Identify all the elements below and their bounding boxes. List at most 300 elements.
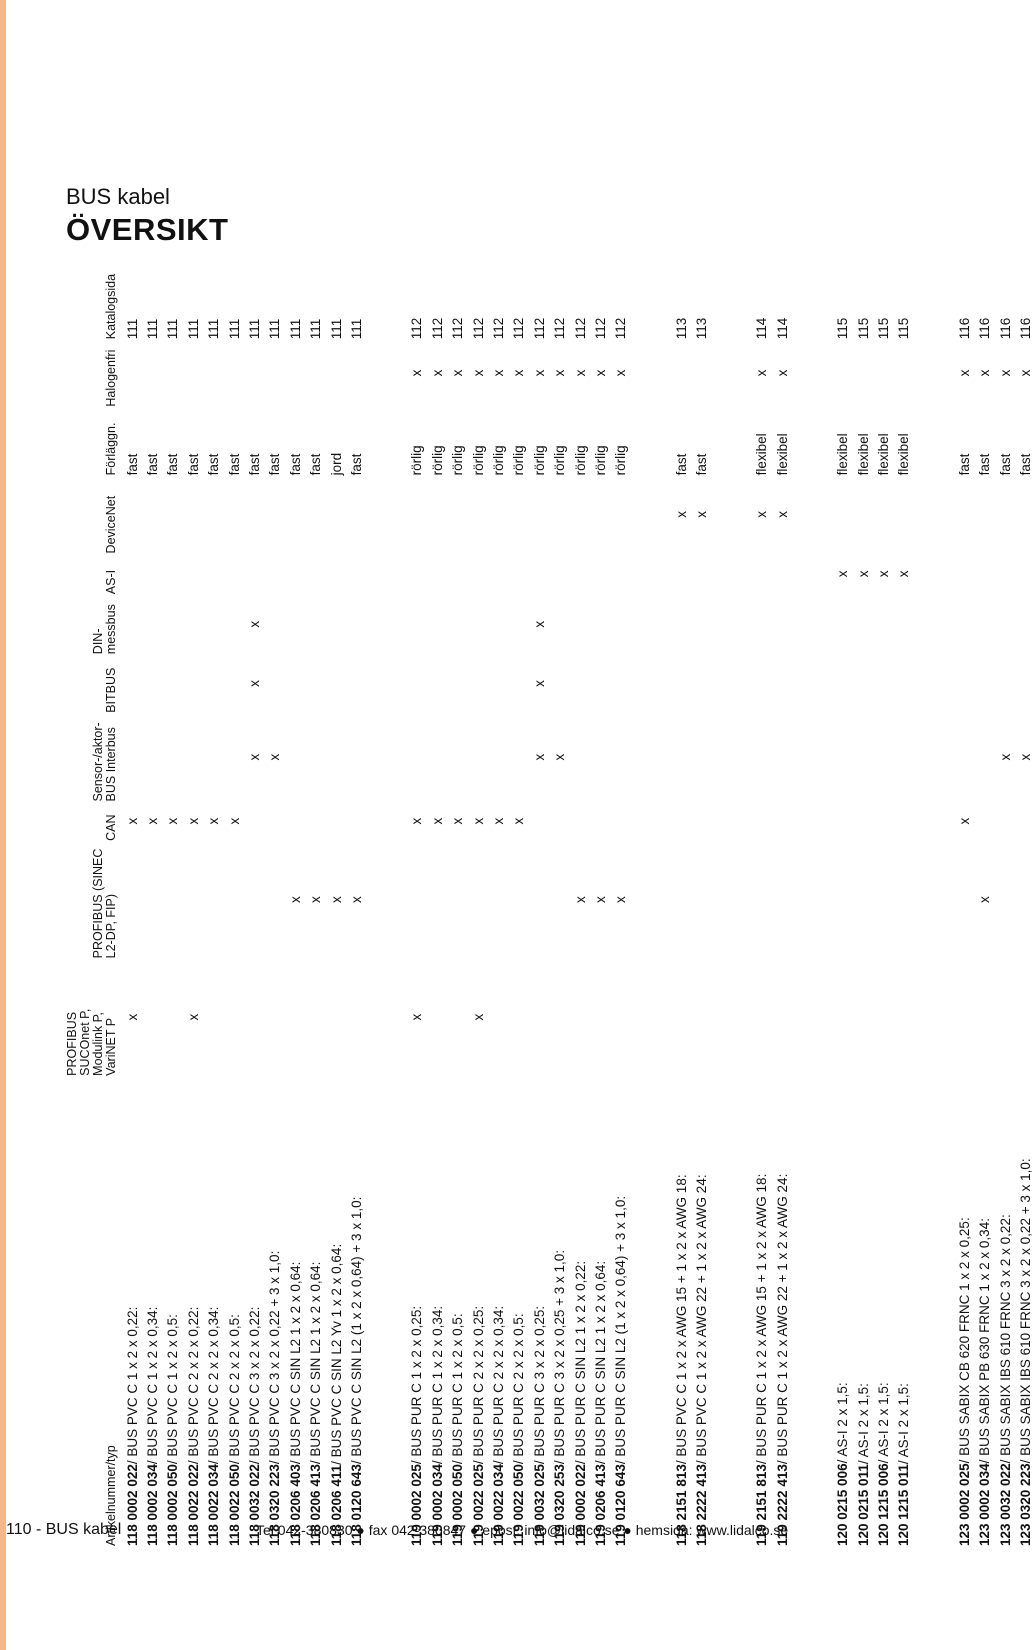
cell-profibus-suconet <box>873 958 893 1075</box>
cell-sensor-aktor <box>691 713 711 802</box>
cell-as-i: x <box>876 570 892 578</box>
cell-bitbus <box>447 654 467 713</box>
cell-profibus-suconet <box>427 958 447 1075</box>
cell-catalog-page: 115 <box>876 317 892 340</box>
row-spacer <box>712 266 752 1546</box>
article-type: / BUS PUR C 3 x 2 x 0,25: <box>531 1305 547 1465</box>
cell-as-i: x <box>855 570 871 578</box>
cell-article <box>894 1076 914 1546</box>
cell-devicenet <box>468 475 488 553</box>
accent-bar <box>0 0 6 1650</box>
cell-profibus-suconet <box>954 958 974 1075</box>
cell-profibus-sinec: x <box>287 896 303 903</box>
article-code: 118 0206 413 <box>308 1464 324 1546</box>
cell-can <box>326 801 346 840</box>
cell-can <box>975 801 995 840</box>
cell-catalog-page: 112 <box>552 317 568 340</box>
cell-laying: fast <box>1017 453 1033 476</box>
cell-can <box>894 801 914 840</box>
cell-din-messbus <box>671 594 691 654</box>
cell-profibus-sinec <box>163 841 183 958</box>
cell-article <box>163 1076 183 1546</box>
cell-sensor-aktor: x <box>267 753 283 761</box>
table-row <box>691 266 711 1546</box>
cell-profibus-suconet <box>549 958 569 1075</box>
cell-halogen-free: x <box>774 369 790 377</box>
cell-profibus-sinec <box>183 841 203 958</box>
article-code: 118 0002 050 <box>165 1464 181 1546</box>
table-row <box>265 266 285 1546</box>
spacer-cell <box>793 266 833 1546</box>
cell-sensor-aktor <box>447 713 467 802</box>
cell-as-i <box>671 553 691 594</box>
cell-devicenet: x <box>694 511 710 518</box>
cell-sensor-aktor: x <box>552 753 568 761</box>
article-type: / BUS PUR C SIN L2 1 x 2 x 0,22: <box>572 1260 588 1465</box>
cell-catalog-page: 111 <box>124 318 140 340</box>
cell-as-i <box>691 553 711 594</box>
cell-article <box>183 1076 203 1546</box>
cell-article <box>509 1076 529 1546</box>
article-code: 119 0206 413 <box>592 1464 608 1546</box>
article-code: 119 0032 025 <box>531 1464 547 1546</box>
cell-din-messbus <box>163 594 183 654</box>
cell-laying: fast <box>267 453 283 476</box>
table-row <box>326 266 346 1546</box>
table-row <box>447 266 467 1546</box>
article-type: / BUS PUR C 2 x 2 x 0,34: <box>490 1305 506 1465</box>
cell-as-i <box>488 553 508 594</box>
cell-laying: rörlig <box>511 445 527 476</box>
cell-profibus-sinec <box>488 841 508 958</box>
cell-can: x <box>470 817 486 825</box>
cell-profibus-sinec <box>853 841 873 958</box>
cell-laying: fast <box>226 453 242 476</box>
cell-sensor-aktor <box>752 713 772 802</box>
cell-can <box>549 801 569 840</box>
cell-catalog-page: 111 <box>206 318 222 340</box>
cell-devicenet <box>873 475 893 553</box>
cell-as-i <box>427 553 447 594</box>
cell-catalog-page: 113 <box>673 317 689 340</box>
cell-halogen-free <box>691 339 711 406</box>
cell-din-messbus <box>590 594 610 654</box>
cell-laying: flexibel <box>835 433 851 476</box>
cell-sensor-aktor: x <box>1017 753 1033 761</box>
cell-halogen-free: x <box>956 369 972 377</box>
table-header-row <box>66 266 122 1546</box>
article-code: 119 0120 643 <box>613 1464 629 1546</box>
cell-bitbus <box>488 654 508 713</box>
cell-can <box>995 801 1015 840</box>
cell-article <box>265 1076 285 1546</box>
cell-sensor-aktor <box>142 713 162 802</box>
article-code: 119 0002 050 <box>450 1464 466 1546</box>
cell-as-i <box>570 553 590 594</box>
cell-devicenet <box>590 475 610 553</box>
cell-halogen-free <box>183 339 203 406</box>
cell-as-i <box>549 553 569 594</box>
cell-din-messbus <box>326 594 346 654</box>
cell-profibus-suconet <box>163 958 183 1075</box>
cell-laying: fast <box>145 453 161 476</box>
cell-halogen-free: x <box>490 369 506 377</box>
cell-catalog-page: 112 <box>592 317 608 340</box>
article-code: 119 2151 813 <box>754 1464 770 1546</box>
article-type: / BUS SABIX PB 630 FRNC 1 x 2 x 0,34: <box>977 1218 993 1464</box>
cell-can <box>590 801 610 840</box>
cell-sensor-aktor <box>894 713 914 802</box>
cell-halogen-free <box>833 339 853 406</box>
cell-laying: fast <box>348 453 364 476</box>
table-row <box>407 266 427 1546</box>
article-code: 119 0002 034 <box>429 1464 445 1546</box>
cell-article <box>873 1076 893 1546</box>
cell-devicenet <box>285 475 305 553</box>
cell-laying: rörlig <box>490 445 506 476</box>
article-code: 123 0002 025 <box>956 1463 972 1546</box>
cell-din-messbus <box>1015 594 1035 654</box>
cell-devicenet <box>488 475 508 553</box>
cell-laying: rörlig <box>429 445 445 476</box>
cell-sensor-aktor <box>122 713 142 802</box>
cell-devicenet <box>447 475 467 553</box>
cell-din-messbus <box>611 594 631 654</box>
cell-devicenet <box>224 475 244 553</box>
cell-bitbus <box>691 654 711 713</box>
cell-bitbus <box>407 654 427 713</box>
cell-as-i <box>954 553 974 594</box>
article-code: 119 0022 050 <box>511 1464 527 1546</box>
cell-din-messbus <box>509 594 529 654</box>
article-type: / BUS SABIX IBS 610 FRNC 3 x 2 x 0,22 + 3 x 1,0: <box>1017 1158 1033 1464</box>
cell-profibus-suconet <box>1015 958 1035 1075</box>
table-row <box>346 266 366 1546</box>
cell-catalog-page: 114 <box>774 317 790 340</box>
cell-catalog-page: 116 <box>997 317 1013 340</box>
cell-devicenet <box>204 475 224 553</box>
cell-sensor-aktor <box>224 713 244 802</box>
cell-profibus-sinec: x <box>613 896 629 903</box>
cell-profibus-sinec <box>833 841 853 958</box>
cell-profibus-sinec <box>509 841 529 958</box>
article-type: / BUS PUR C 3 x 2 x 0,25 + 3 x 1,0: <box>552 1249 568 1465</box>
cell-catalog-page: 115 <box>896 317 912 340</box>
cell-profibus-suconet <box>204 958 224 1075</box>
cell-halogen-free: x <box>511 369 527 377</box>
article-type: / BUS PVC C 2 x 2 x 0,34: <box>206 1306 222 1465</box>
cell-can <box>285 801 305 840</box>
cell-halogen-free <box>346 339 366 406</box>
table-row <box>204 266 224 1546</box>
cell-devicenet: x <box>673 511 689 518</box>
cell-profibus-sinec: x <box>308 896 324 903</box>
cell-halogen-free: x <box>754 369 770 377</box>
cell-as-i <box>306 553 326 594</box>
cell-can <box>752 801 772 840</box>
article-code: 118 0206 411 <box>328 1464 344 1546</box>
cell-profibus-suconet <box>671 958 691 1075</box>
cell-halogen-free: x <box>997 369 1013 377</box>
cell-profibus-sinec <box>1015 841 1035 958</box>
article-type: / AS-I 2 x 1,5: <box>835 1382 851 1464</box>
cell-can <box>691 801 711 840</box>
cell-devicenet: x <box>774 511 790 518</box>
cell-profibus-sinec <box>671 841 691 958</box>
cell-devicenet <box>1015 475 1035 553</box>
cell-sensor-aktor <box>611 713 631 802</box>
cell-bitbus <box>509 654 529 713</box>
cell-din-messbus <box>407 594 427 654</box>
table-row <box>285 266 305 1546</box>
article-type: / BUS PVC C 2 x 2 x 0,22: <box>185 1306 201 1465</box>
cell-article <box>529 1076 549 1546</box>
cell-din-messbus <box>691 594 711 654</box>
cell-halogen-free <box>122 339 142 406</box>
cell-bitbus <box>468 654 488 713</box>
cell-profibus-sinec <box>894 841 914 958</box>
table-row <box>183 266 203 1546</box>
cell-catalog-page: 111 <box>145 318 161 340</box>
row-spacer <box>631 266 671 1546</box>
cell-catalog-page: 112 <box>470 317 486 340</box>
article-type: / BUS PVC C 3 x 2 x 0,22: <box>247 1306 263 1465</box>
cell-profibus-sinec <box>244 841 264 958</box>
cell-catalog-page: 112 <box>450 317 466 340</box>
cell-article <box>570 1076 590 1546</box>
cell-profibus-suconet <box>570 958 590 1075</box>
col-laying: Förläggn. <box>104 422 118 476</box>
cell-catalog-page: 116 <box>977 317 993 340</box>
col-bitbus: BITBUS <box>104 667 118 713</box>
cell-profibus-suconet <box>509 958 529 1075</box>
article-type: / BUS PUR C 1 x 2 x AWG 22 + 1 x 2 x AWG 24: <box>774 1173 790 1465</box>
cell-as-i <box>346 553 366 594</box>
cell-profibus-suconet <box>265 958 285 1075</box>
cell-devicenet <box>509 475 529 553</box>
cell-sensor-aktor <box>570 713 590 802</box>
cell-din-messbus <box>853 594 873 654</box>
row-spacer <box>367 266 407 1546</box>
cell-sensor-aktor <box>346 713 366 802</box>
cell-devicenet <box>975 475 995 553</box>
col-din-messbus: DIN-messbus <box>91 604 118 655</box>
cell-catalog-page: 112 <box>531 317 547 340</box>
cell-article <box>346 1076 366 1546</box>
cell-din-messbus <box>873 594 893 654</box>
cell-laying: flexibel <box>876 433 892 476</box>
cell-din-messbus <box>468 594 488 654</box>
cell-bitbus <box>570 654 590 713</box>
cell-profibus-suconet: x <box>124 1013 140 1021</box>
cell-profibus-sinec <box>427 841 447 958</box>
cell-can <box>346 801 366 840</box>
cell-catalog-page: 112 <box>572 317 588 340</box>
cell-din-messbus <box>975 594 995 654</box>
cell-article <box>122 1076 142 1546</box>
cell-laying: fast <box>997 453 1013 476</box>
cell-profibus-suconet: x <box>185 1013 201 1021</box>
row-spacer <box>914 266 954 1546</box>
cell-din-messbus: x <box>247 620 263 628</box>
cell-profibus-sinec <box>772 841 792 958</box>
table-row <box>142 266 162 1546</box>
cell-article <box>468 1076 488 1546</box>
cell-laying: flexibel <box>855 433 871 476</box>
cell-can <box>244 801 264 840</box>
cell-halogen-free: x <box>613 369 629 377</box>
article-code: 120 1215 011 <box>896 1464 912 1546</box>
cell-article <box>833 1076 853 1546</box>
col-article: Artikelnummer/typ <box>104 1445 118 1546</box>
cell-devicenet <box>853 475 873 553</box>
table-row <box>752 266 772 1546</box>
article-type: / BUS PVC C SIN L2 1 x 2 x 0,64: <box>287 1261 303 1465</box>
table-row <box>611 266 631 1546</box>
cell-profibus-sinec <box>691 841 711 958</box>
article-type: / BUS PVC C 2 x 2 x 0,5: <box>226 1314 242 1465</box>
cell-article <box>995 1076 1015 1546</box>
cell-article <box>447 1076 467 1546</box>
cell-can: x <box>165 817 181 825</box>
cell-devicenet <box>995 475 1015 553</box>
article-code: 118 0320 223 <box>267 1464 283 1546</box>
cell-article <box>954 1076 974 1546</box>
cell-profibus-suconet <box>995 958 1015 1075</box>
cell-halogen-free <box>873 339 893 406</box>
cell-devicenet <box>894 475 914 553</box>
cell-laying: fast <box>247 453 263 476</box>
cell-profibus-sinec <box>122 841 142 958</box>
article-code: 119 0320 253 <box>552 1464 568 1546</box>
cell-profibus-sinec: x <box>592 896 608 903</box>
cell-halogen-free <box>285 339 305 406</box>
article-type: / BUS PVC C 3 x 2 x 0,22 + 3 x 1,0: <box>267 1250 283 1465</box>
cell-profibus-suconet <box>833 958 853 1075</box>
cell-as-i <box>224 553 244 594</box>
cell-catalog-page: 116 <box>956 317 972 340</box>
table-row <box>833 266 853 1546</box>
table-row <box>1015 266 1035 1546</box>
cell-article <box>407 1076 427 1546</box>
article-type: / BUS PUR C 1 x 2 x AWG 15 + 1 x 2 x AWG 18: <box>754 1173 770 1465</box>
cell-bitbus <box>995 654 1015 713</box>
cell-bitbus <box>1015 654 1035 713</box>
cell-catalog-page: 115 <box>835 317 851 340</box>
cell-profibus-suconet <box>752 958 772 1075</box>
cell-catalog-page: 111 <box>165 318 181 340</box>
col-halogen-free: Halogenfri <box>104 349 118 407</box>
col-profibus-sinec: PROFIBUS (SINEC L2-DP, FIP) <box>91 848 118 959</box>
cell-can: x <box>409 817 425 825</box>
article-type: / AS-I 2 x 1,5: <box>896 1383 912 1465</box>
cell-din-messbus <box>549 594 569 654</box>
col-as-i: AS-I <box>104 569 118 595</box>
cell-bitbus <box>427 654 447 713</box>
cell-sensor-aktor <box>407 713 427 802</box>
cell-article <box>488 1076 508 1546</box>
cell-profibus-sinec <box>468 841 488 958</box>
cell-laying: rörlig <box>613 445 629 476</box>
cell-halogen-free: x <box>572 369 588 377</box>
cell-profibus-suconet: x <box>470 1013 486 1021</box>
article-code: 123 0002 034 <box>977 1463 993 1546</box>
cell-article <box>549 1076 569 1546</box>
cell-can <box>265 801 285 840</box>
cell-laying: fast <box>977 453 993 476</box>
cell-sensor-aktor <box>873 713 893 802</box>
article-type: / BUS SABIX CB 620 FRNC 1 x 2 x 0,25: <box>956 1217 972 1464</box>
cell-catalog-page: 114 <box>754 317 770 340</box>
cell-as-i <box>163 553 183 594</box>
cell-bitbus <box>142 654 162 713</box>
cell-sensor-aktor <box>590 713 610 802</box>
cell-as-i <box>1015 553 1035 594</box>
cell-profibus-sinec <box>549 841 569 958</box>
cell-devicenet <box>407 475 427 553</box>
table-row <box>873 266 893 1546</box>
article-type: / BUS PUR C 1 x 2 x 0,34: <box>429 1305 445 1465</box>
cell-catalog-page: 112 <box>490 317 506 340</box>
cell-as-i: x <box>835 570 851 578</box>
article-code: 118 0022 050 <box>226 1464 242 1546</box>
cell-sensor-aktor <box>285 713 305 802</box>
cell-as-i <box>265 553 285 594</box>
cell-bitbus <box>346 654 366 713</box>
cell-article <box>142 1076 162 1546</box>
cell-devicenet <box>346 475 366 553</box>
spacer-cell <box>631 266 671 1546</box>
cell-bitbus <box>204 654 224 713</box>
cell-can <box>611 801 631 840</box>
cell-can: x <box>145 817 161 825</box>
cell-catalog-page: 112 <box>613 317 629 340</box>
cell-halogen-free <box>671 339 691 406</box>
cell-as-i <box>468 553 488 594</box>
cell-din-messbus <box>833 594 853 654</box>
article-type: / BUS PVC C 1 x 2 x 0,5: <box>165 1314 181 1465</box>
cell-catalog-page: 111 <box>287 318 303 340</box>
cell-devicenet <box>244 475 264 553</box>
table-row <box>163 266 183 1546</box>
cell-din-messbus <box>752 594 772 654</box>
cell-article <box>975 1076 995 1546</box>
page-title: ÖVERSIKT <box>66 212 229 247</box>
cell-as-i <box>204 553 224 594</box>
cell-bitbus <box>326 654 346 713</box>
cell-din-messbus <box>204 594 224 654</box>
article-code: 118 2151 813 <box>673 1464 689 1546</box>
cell-article <box>853 1076 873 1546</box>
article-code: 119 0002 025 <box>409 1464 425 1546</box>
article-type: / BUS PVC C 1 x 2 x AWG 15 + 1 x 2 x AWG 18: <box>673 1174 689 1465</box>
article-type: / BUS PVC C 1 x 2 x 0,34: <box>145 1306 161 1465</box>
cell-profibus-suconet <box>285 958 305 1075</box>
article-type: / BUS SABIX IBS 610 FRNC 3 x 2 x 0,22: <box>997 1214 1013 1464</box>
cell-devicenet <box>306 475 326 553</box>
cell-can: x <box>124 817 140 825</box>
cell-article <box>611 1076 631 1546</box>
cell-catalog-page: 111 <box>348 318 364 340</box>
article-code: 120 0215 011 <box>855 1464 871 1546</box>
col-devicenet: DeviceNet <box>104 495 118 554</box>
cell-can: x <box>429 817 445 825</box>
cell-article <box>691 1076 711 1546</box>
cell-profibus-sinec <box>447 841 467 958</box>
cell-devicenet <box>611 475 631 553</box>
cell-article <box>285 1076 305 1546</box>
cell-devicenet <box>183 475 203 553</box>
